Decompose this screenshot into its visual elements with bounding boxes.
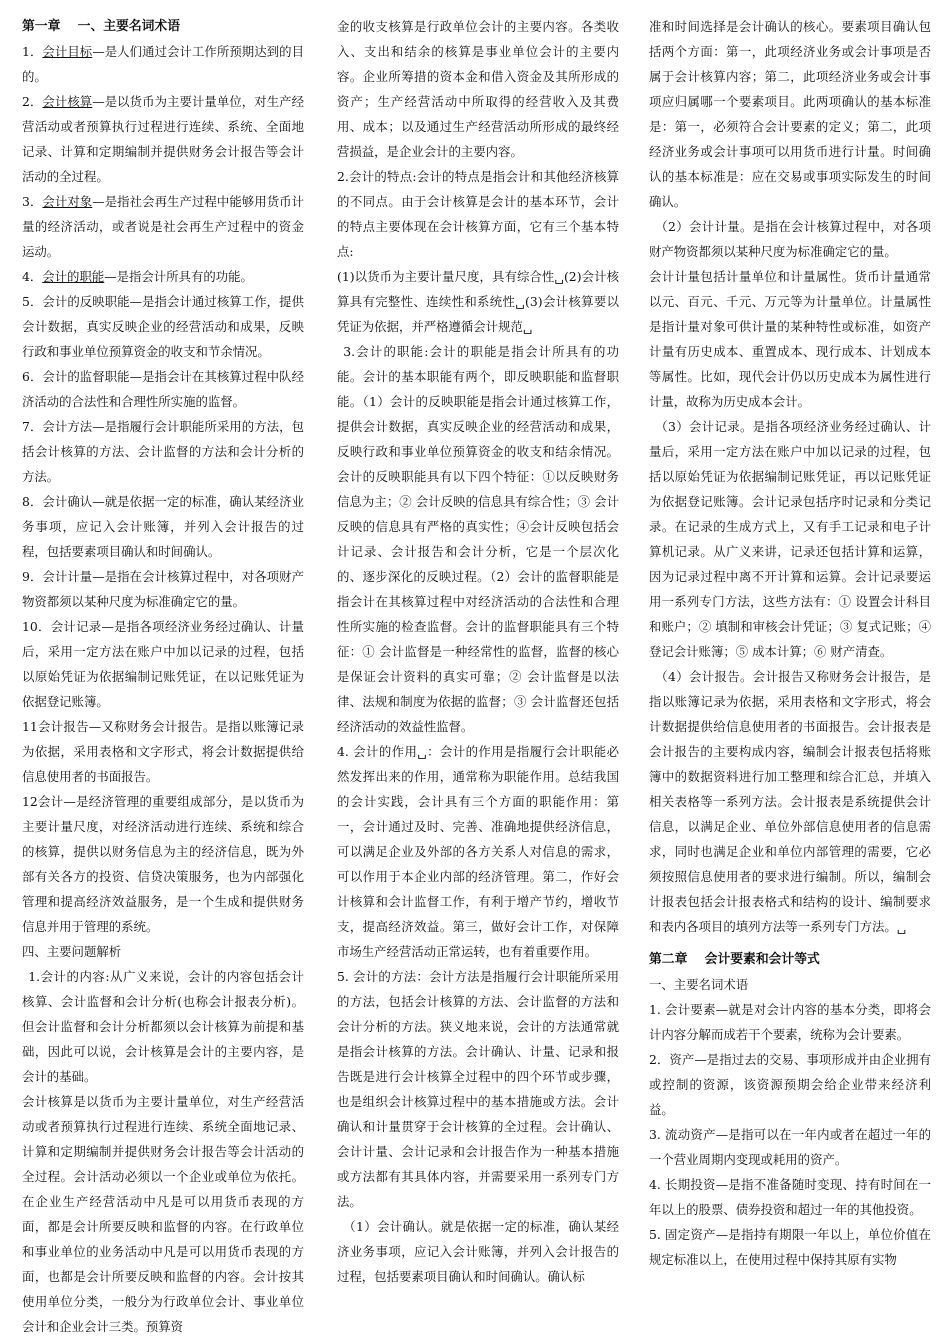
underlined-term: 会计核算 <box>42 94 93 109</box>
question-4-roles: 4. 会计的作用␣：会计的作用是指履行会计职能必然发挥出来的作用，通常称为职能作用。总结我国的会计实践，会计具有三个方面的职能作用：第一，会计通过及时、完善、准确地提供经济信息，可以满足企业及外部的各方关系人对信息的需求，可以作用于本企业内部的经济管理。第二，作好会计核算和会计监督工作，有利于增产节约，增收节支，提高经济效益。第三，做好会计工作，对保障市场生产经营活动正常运转，也有着重要作用。 <box>337 744 619 959</box>
term-accounting-calculation: 2．会计核算—是以货币为主要计量单位，对生产经营活动或者预算执行过程进行连续、系统、全面地记录、计算和定期编制并提供财务会计报告等会计活动的全过程。 <box>22 94 304 184</box>
question-3-functions: 3.会计的职能:会计的职能是指会计所具有的功能。会计的基本职能有两个，即反映职能和监督职能。（1）会计的反映职能是指会计通过核算工作，提供会计数据，真实反映企业的经营活动和成果，反映行政和事业单位预算资金的收支和结余情况。会计的反映职能具有以下四个特征：①以反映财务信息为主；② 会计反映的信息具有综合性；③ 会计反映的信息具有严格的真实性；④会计反映包括会计记录、会计报告和会计分析，它是一个层次化的、逐步深化的反映过程。（2）会计的监督职能是指会计在其核算过程中对经济活动的合法性和合理性所实施的检查监督。会计的监督职能具有三个特征：① 会计监督是一种经常性的监督，监督的核心是保证会计资料的真实可靠；② 会计监督是以法律、法规和制度为依据的监督；③ 会计监督还包括经济活动的效益性监督。 <box>337 344 619 734</box>
term-accounting-report: 11会计报告—又称财务会计报告。是指以账簿记录为依据，采用表格和文字形式，将会计数据提供给信息使用者的书面报告。 <box>22 719 304 784</box>
term-reflection-function: 5．会计的反映职能—是指会计通过核算工作，提供会计数据，真实反映企业的经营活动和成果，反映行政和事业单位预算资金的收支和节余情况。 <box>22 294 304 359</box>
method-report: （4）会计报告。会计报告又称财务会计报告，是指以账簿记录为依据，采用表格和文字形式，将会计数据提供给信息使用者的书面报告。会计报表是会计报告的主要构成内容，编制会计报表包括将账簿中的数据资料进行加工整理和综合汇总，并填入相关表格等一系列方法。会计报表是系统提供会计信息，以满足企业、单位外部信息使用者的信息需求，同时也满足企业和单位内部管理的需要，它必须按照信息使用者的要求进行编制。所以，编制会计报表包括会计报表格式和结构的设计、编制要求和表内各项目的填列方法等一系列专门方法。␣ <box>649 669 931 934</box>
column-middle <box>337 14 619 1342</box>
underlined-term: 会计的职能 <box>42 269 105 284</box>
question-1-paragraph: 1.会计的内容:从广义来说，会计的内容包括会计核算、会计监督和会计分析(也称会计报表分析)。但会计监督和会计分析都须以会计核算为前提和基础，因此可以说，会计核算是会计的主要内容，是会计的基础。 <box>22 969 304 1084</box>
method-confirmation: （1）会计确认。就是依据一定的标准，确认某经济业务事项，应记入会计账簿，并列入会计报告的过程，包括要素项目确认和时间确认。确认标 <box>337 1219 619 1284</box>
features-list: (1)以货币为主要计量尺度，具有综合性␣(2)会计核算具有完整性、连续性和系统性␣(3)会计核算要以凭证为依据，并严格遵循会计规范␣ <box>337 269 619 334</box>
method-record: （3）会计记录。是指各项经济业务经过确认、计量后，采用一定方法在账户中加以记录的过程，包括以原始凭证为依据编制记账凭证，再以记账凭证为依据登记账簿。会计记录包括序时记录和分类记录。在记录的生成方式上，又有手工记录和电子计算机记录。从广义来讲，记录还包括计算和运算，因为记录过程中离不开计算和运算。会计记录要运用一系列专门方法，这些方法有：① 设置会计科目和账户；② 填制和审核会计凭证；③ 复式记账；④ 登记会计账簿；⑤ 成本计算；⑥ 财产清查。 <box>649 419 931 659</box>
question-5-methods: 5. 会计的方法：会计方法是指履行会计职能所采用的方法，包括会计核算的方法、会计监督的方法和会计分析的方法。狭义地来说，会计的方法通常就是指会计核算的方法。会计确认、计量、记录和报告既是进行会计核算全过程中的四个环节或步骤，也是组织会计核算过程中的基本措施或方法。会计确认和计量贯穿于会计核算的全过程。会计确认、会计计量、会计记录和会计报告作为一种基本措施或方法都有其具体内容，并需要采用一系列专门方法。 <box>337 969 619 1209</box>
underlined-term: 会计目标 <box>42 44 93 59</box>
method-measurement: （2）会计计量。是指在会计核算过程中，对各项财产物资都须以某种尺度为标准确定它的量。 <box>649 219 931 259</box>
term-long-term-investment: 4. 长期投资—是指不准备随时变现、持有时间在一年以上的股票、债券投资和超过一年的其他投资。 <box>649 1177 931 1217</box>
term-assets: 2．资产—是指过去的交易、事项形成并由企业拥有或控制的资源，该资源预期会给企业带来经济利益。 <box>649 1052 931 1117</box>
underlined-term: 会计对象 <box>42 194 93 209</box>
measurement-detail: 会计计量包括计量单位和计量属性。货币计量通常以元、百元、千元、万元等为计量单位。计量属性是指计量对象可供计量的某种特性或标准，如资产计量有历史成本、重置成本、现行成本、计划成本等属性。比如，现代会计仍以历史成本为属性进行计量，故称为历史成本会计。 <box>649 269 931 409</box>
term-accounting-record: 10．会计记录—是指各项经济业务经过确认、计量后，采用一定方法在账户中加以记录的过程，包括以原始凭证为依据编制记账凭证，在以记账凭证为依据登记账簿。 <box>22 619 304 709</box>
term-accounting-measurement: 9．会计计量—是指在会计核算过程中，对各项财产物资都须以某种尺度为标准确定它的量。 <box>22 569 304 609</box>
paragraph-continued: 金的收支核算是行政单位会计的主要内容。各类收入、支出和结余的核算是事业单位会计的主要内容。企业所筹措的资本金和借入资金及其所形成的资产；生产经营活动中所取得的经营收入及其费用、成本；以及通过生产经营活动所形成的最终经营损益，是企业会计的主要内容。 <box>337 19 619 159</box>
term-accounting-elements: 1. 会计要素—就是对会计内容的基本分类，即将会计内容分解而成若干个要素，统称为会计要素。 <box>649 1002 931 1042</box>
term-accounting-objective: 1．会计目标—是人们通过会计工作所预期达到的目的。 <box>22 44 304 84</box>
question-2-features: 2.会计的特点:会计的特点是指会计和其他经济核算的不同点。由于会计核算是会计的基本环节，会计的特点主要体现在会计核算方面，它有三个基本特点: <box>337 169 619 259</box>
chapter-2-subheading: 一、主要名词术语 <box>649 977 749 992</box>
term-current-assets: 3. 流动资产—是指可以在一年内或者在超过一年的一个营业周期内变现或耗用的资产。 <box>649 1127 931 1167</box>
question-1-paragraph-2: 会计核算是以货币为主要计量单位，对生产经营活动或者预算执行过程进行连续、系统全面地记录、计算和定期编制并提供财务会计报告等会计活动的全过程。会计活动必须以一个企业或单位为依托。在企业生产经营活动中凡是可以用货币表现的方面，都是会计所要反映和监督的内容。在行政单位和事业单位的业务活动中凡是可以用货币表现的方面，也都是会计所要反映和监督的内容。会计按其使用单位分类，一般分为行政单位会计、事业单位会计和企业会计三类。预算资 <box>22 1094 304 1334</box>
term-accounting-confirmation: 8．会计确认—就是依据一定的标准，确认某经济业务事项，应记入会计账簿，并列入会计报告的过程，包括要素项目确认和时间确认。 <box>22 494 304 559</box>
term-accounting-object: 3．会计对象—是指社会再生产过程中能够用货币计量的经济活动，或者说是社会再生产过程中的资金运动。 <box>22 194 304 259</box>
column-right <box>649 14 931 1342</box>
term-accounting: 12会计—是经济管理的重要组成部分，是以货币为主要计量尺度，对经济活动进行连续、系统和综合的核算，提供以财务信息为主的经济信息，既为外部有关各方的投资、信贷决策服务，也为内部强化管理和提高经济效益服务，是一个生成和提供财务信息并用于管理的系统。 <box>22 794 304 934</box>
term-fixed-assets: 5. 固定资产—是指持有期限一年以上，单位价值在规定标准以上，在使用过程中保持其原有实物 <box>649 1227 931 1267</box>
term-supervision-function: 6．会计的监督职能—是指会计在其核算过程中队经济活动的合法性和合理性所实施的监督。 <box>22 369 304 409</box>
column-left <box>22 14 304 1342</box>
chapter-2-heading: 第二章 会计要素和会计等式 <box>649 952 820 967</box>
confirmation-continued: 准和时间选择是会计确认的核心。要素项目确认包括两个方面：第一，此项经济业务或会计事项是否属于会计核算内容；第二，此项经济业务或会计事项应归属哪一个要素项目。此两项确认的基本标准是：第一，必须符合会计要素的定义；第二，此项经济业务或会计事项可以用货币进行计量。时间确认的基本标准是：应在交易或事项实际发生的时间确认。 <box>649 19 931 209</box>
term-accounting-method: 7．会计方法—是指履行会计职能所采用的方法，包括会计核算的方法、会计监督的方法和会计分析的方法。 <box>22 419 304 484</box>
section-4-heading: 四、主要问题解析 <box>22 944 122 959</box>
term-accounting-function: 4．会计的职能—是指会计所具有的功能。 <box>22 269 253 284</box>
chapter-1-heading: 第一章 一、主要名词术语 <box>22 19 181 34</box>
